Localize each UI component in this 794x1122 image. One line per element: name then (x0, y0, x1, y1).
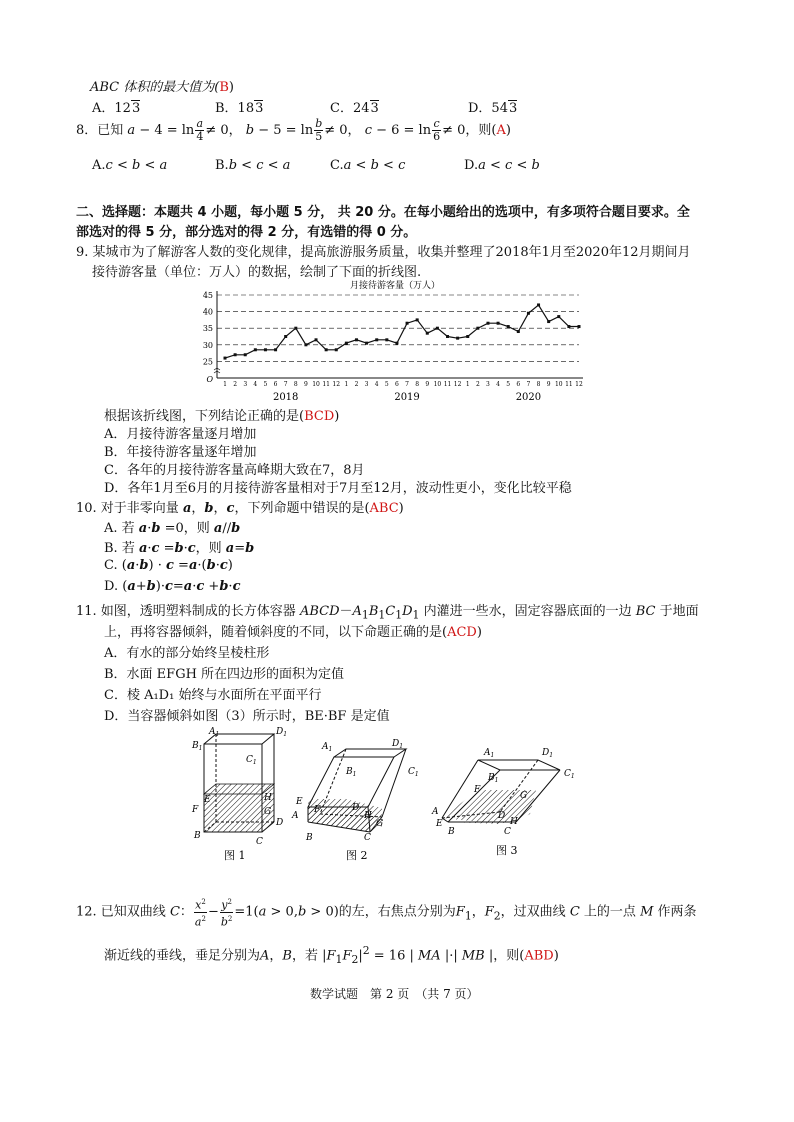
q11-line-2: 上，再将容器倾斜，随着倾斜度的不同，以下命题正确的是(ACD) (104, 625, 482, 640)
svg-text:G: G (376, 819, 384, 829)
q9-answer: BCD (304, 409, 335, 424)
q11-option-b: B．水面 EFGH 所在四边形的面积为定值 (104, 667, 345, 682)
x-tick-label: 4 (374, 381, 379, 388)
data-point (456, 337, 459, 340)
x-tick-label: 11 (322, 381, 330, 388)
q10-option-c: C. (a·b) · c =a·(b·c) (104, 558, 233, 573)
x-tick-label: 6 (395, 381, 399, 388)
svg-text:C: C (256, 837, 263, 847)
svg-text:C: C (364, 833, 371, 843)
x-tick-label: 12 (575, 381, 583, 388)
svg-text:C1: $C_1$ (564, 769, 575, 780)
svg-text:C1: $C_1$ (246, 755, 257, 766)
x-tick-label: 9 (425, 381, 430, 388)
q9-stem: 根据该折线图，下列结论正确的是(BCD) (104, 409, 340, 424)
svg-text:B1: $B_1$ (488, 773, 499, 784)
data-point (446, 335, 449, 338)
q11-option-d: D．当容器倾斜如图（3）所示时，BE·BF 是定值 (104, 709, 390, 724)
data-point (466, 335, 469, 338)
figure-3-caption: 图 3 (496, 844, 518, 857)
data-point (315, 338, 318, 341)
y-tick-label: 25 (202, 357, 213, 367)
x-tick-label: 5 (384, 381, 389, 388)
data-point (355, 338, 358, 341)
svg-text:B: B (306, 833, 313, 843)
data-point (527, 312, 530, 315)
svg-text:A: A (292, 811, 299, 821)
visitor-line-chart (195, 278, 610, 406)
x-tick-label: 2 (233, 381, 238, 388)
q11-figures (180, 722, 600, 867)
q10-option-d: D. (a+b)·c=a·c +b·c (104, 579, 241, 594)
data-point (365, 342, 368, 345)
q9-option-d: D．各年1月至6月的月接待游客量相对于7月至12月，波动性更小，变化比较平稳 (104, 481, 572, 496)
x-tick-label: 3 (243, 381, 248, 388)
series-line (225, 305, 579, 358)
data-point (557, 315, 560, 318)
data-point (426, 332, 429, 335)
data-point (254, 348, 257, 351)
year-label: 2020 (515, 392, 542, 403)
data-point (395, 342, 398, 345)
data-point (507, 325, 510, 328)
x-tick-label: 7 (405, 381, 409, 388)
y-tick-label: 35 (202, 324, 213, 334)
svg-text:F: F (192, 805, 199, 815)
x-tick-label: 10 (554, 381, 563, 388)
x-tick-label: 2 (354, 381, 359, 388)
x-tick-label: 7 (526, 381, 531, 388)
figure-1-caption: 图 1 (224, 849, 246, 862)
q10-option-b: B. 若 a·c =b·c，则 a=b (104, 541, 255, 556)
data-point (406, 322, 409, 325)
svg-text:A1: $A_1$ (484, 748, 495, 759)
year-label: 2018 (272, 392, 299, 403)
q10-stem: 10. 对于非零向量 a，b，c，下列命题中错误的是(ABC) (76, 501, 404, 516)
data-point (224, 357, 227, 360)
year-label: 2019 (394, 392, 420, 403)
svg-text:A1: $A_1$ (322, 742, 333, 753)
svg-text:D: D (498, 811, 506, 821)
svg-text:C: C (504, 827, 511, 837)
q10-answer: ABC (369, 501, 399, 516)
q7-option-b: B．183 (215, 101, 264, 116)
svg-text:G: G (520, 791, 528, 801)
svg-text:G: G (264, 807, 272, 817)
svg-text:B1: $B_1$ (346, 767, 357, 778)
figure-2-caption: 图 2 (346, 849, 368, 862)
data-point (284, 335, 287, 338)
q7-answer: B (219, 80, 229, 95)
data-point (476, 327, 479, 330)
svg-text:D: D (352, 803, 360, 813)
data-point (385, 338, 388, 341)
chart-title: 月接待游客量（万人） (349, 281, 441, 291)
data-point (578, 325, 581, 328)
data-point (345, 342, 348, 345)
data-point (234, 353, 237, 356)
q8-option-c: C.a < b < c (330, 158, 406, 173)
q8-option-b: B.b < c < a (215, 158, 291, 173)
q9-option-a: A．月接待游客量逐月增加 (104, 427, 257, 442)
x-tick-label: 8 (536, 381, 541, 388)
svg-text:B1: $B_1$ (192, 741, 203, 752)
data-point (294, 327, 297, 330)
x-tick-label: 3 (364, 381, 369, 388)
svg-text:A: A (432, 807, 439, 817)
x-tick-label: 1 (223, 381, 227, 388)
q12-line-2: 渐近线的垂线，垂足分别为A，B，若 $|F_1F_2|^2 = 16$ | MA |·| MB |，则(ABD) (104, 944, 559, 966)
x-tick-label: 9 (304, 381, 308, 388)
svg-text:E: E (436, 819, 443, 829)
x-tick-label: 6 (516, 381, 521, 388)
x-tick-label: 6 (273, 381, 278, 388)
x-tick-label: 4 (253, 381, 258, 388)
figure-2 (291, 739, 419, 843)
data-point (416, 318, 419, 321)
x-tick-label: 8 (415, 381, 420, 388)
svg-text:F: F (474, 785, 481, 795)
x-tick-label: 3 (486, 381, 490, 388)
x-tick-label: 1 (344, 381, 349, 388)
svg-text:D1: $D_1$ (542, 748, 554, 759)
data-point (325, 348, 328, 351)
data-point (304, 343, 307, 346)
svg-text:H: H (264, 793, 272, 803)
q9-line-2: 接待游客量（单位：万人）的数据，绘制了下面的折线图. (92, 265, 422, 280)
y-tick-label: 30 (202, 340, 213, 350)
x-tick-label: 7 (283, 381, 288, 388)
q8-option-a: A.c < b < a (92, 158, 168, 173)
x-tick-label: 10 (312, 381, 320, 388)
figure-1 (191, 727, 287, 847)
data-point (375, 338, 378, 341)
data-point (547, 320, 550, 323)
data-point (436, 327, 439, 330)
q11-option-c: C．棱 A₁D₁ 始终与水面所在平面平行 (104, 688, 322, 703)
data-point (567, 325, 570, 328)
origin-label: O (206, 375, 213, 384)
q9-option-c: C．各年的月接待游客量高峰期大致在7，8月 (104, 463, 365, 478)
svg-text:H: H (364, 811, 372, 821)
svg-text:H: H (510, 817, 518, 827)
q7-option-a: A．123 (92, 101, 141, 116)
data-point (274, 348, 277, 351)
x-tick-label: 2 (475, 381, 480, 388)
svg-text:E: E (204, 795, 211, 805)
data-point (244, 353, 247, 356)
section-2-line-1: 二、选择题：本题共 4 小题，每小题 5 分， 共 20 分。在每小题给出的选项中，有多项符合题目要求。全 (76, 205, 690, 220)
x-tick-label: 9 (546, 381, 551, 388)
x-tick-label: 1 (465, 381, 470, 388)
q8-option-d: D.a < c < b (464, 158, 540, 173)
y-tick-label: 40 (202, 307, 213, 317)
figure-3 (431, 748, 575, 837)
svg-text:D1: $D_1$ (392, 739, 404, 750)
data-point (486, 322, 489, 325)
data-point (264, 348, 267, 351)
svg-text:F: F (314, 805, 321, 815)
section-2-line-2: 部选对的得 5 分，部分选对的得 2 分，有选错的得 0 分。 (76, 225, 417, 240)
data-point (335, 348, 338, 351)
q10-option-a: A. 若 a·b =0，则 a//b (104, 521, 241, 536)
svg-text:E: E (296, 797, 303, 807)
q9-option-b: B．年接待游客量逐年增加 (104, 445, 257, 460)
x-tick-label: 5 (506, 381, 511, 388)
svg-text:B: B (448, 827, 455, 837)
q11-answer: ACD (447, 625, 477, 640)
q12-line-1: 12. 已知双曲线 C： $\frac{x^2}{a^2}$ − $\frac{y^2}{b^2}$ =1(a > 0,b > 0)的左，右焦点分别为$F_1$，$F_2$，过双曲线 C 上的一点 M 作两条 (76, 898, 697, 929)
x-tick-label: 10 (433, 381, 442, 388)
svg-text:C1: $C_1$ (408, 767, 419, 778)
q11-line-1: 11. 如图，透明塑料制成的长方体容器 $ABCD-A_1B_1C_1D_1$ 内灌进一些水，固定容器底面的一边 BC 于地面 (76, 604, 699, 622)
svg-text:A1: $A_1$ (209, 727, 220, 738)
q9-line-1: 9. 某城市为了解游客人数的变化规律，提高旅游服务质量，收集并整理了2018年1月至2020年12月期间月 (76, 245, 691, 260)
q8-stem: 8．已知 a − 4 = ln $\frac{a}{4}$ ≠ 0， b − 5 = ln $\frac{b}{5}$ ≠ 0， c − 6 = ln $\frac{c}{6}$ ≠ 0，则(A) (76, 117, 511, 143)
x-tick-label: 12 (453, 381, 462, 388)
svg-text:D1: $D_1$ (276, 727, 288, 738)
q11-option-a: A．有水的部分始终呈棱柱形 (104, 646, 270, 661)
x-tick-label: 12 (332, 381, 341, 388)
x-tick-label: 4 (496, 381, 500, 388)
y-tick-label: 45 (202, 291, 213, 300)
x-tick-label: 11 (443, 381, 452, 388)
q7-stem-text: ABC 体积的最大值为( (90, 80, 220, 95)
x-tick-label: 5 (263, 381, 268, 388)
page-footer: 数学试题 第 2 页 （共 7 页） (310, 987, 479, 1001)
x-tick-label: 8 (293, 381, 298, 388)
data-point (497, 322, 500, 325)
q7-option-d: D．543 (468, 101, 518, 116)
q7-option-c: C．243 (330, 101, 379, 116)
q7-stem: ABC 体积的最大值为(B) (90, 80, 234, 95)
data-point (537, 303, 540, 306)
x-tick-label: 11 (565, 381, 573, 388)
svg-text:B: B (194, 831, 201, 841)
data-point (517, 330, 520, 333)
svg-text:D: D (276, 818, 284, 828)
q12-answer: ABD (524, 948, 554, 964)
